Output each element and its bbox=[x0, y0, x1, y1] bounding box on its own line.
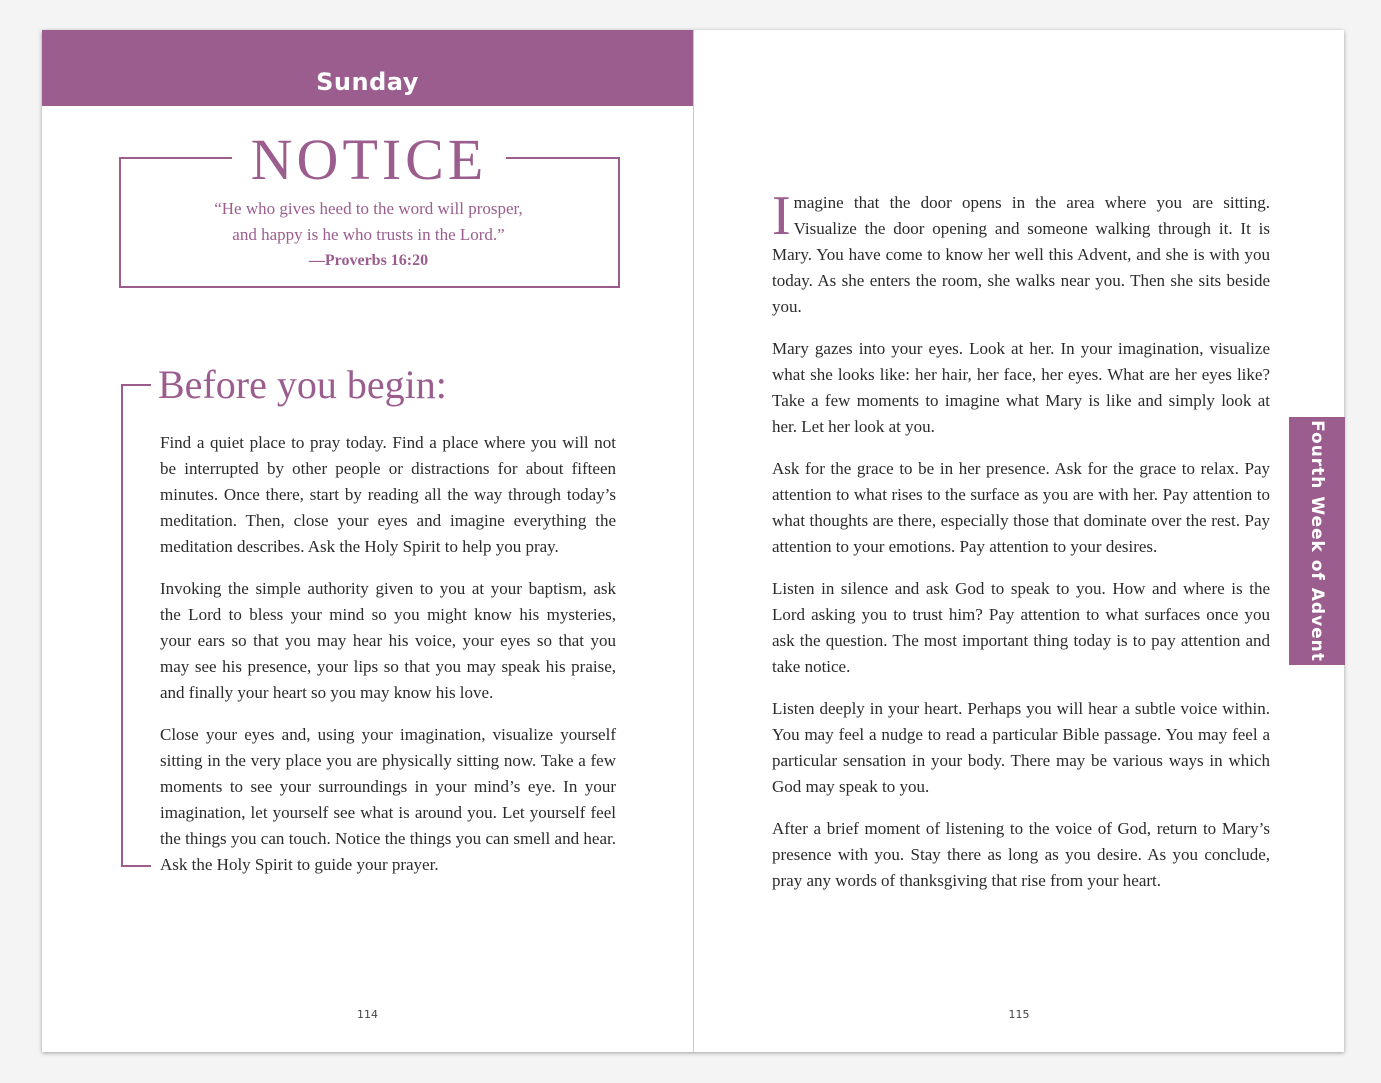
first-paragraph-text: magine that the door opens in the area where you are sitting. Visualize the door opening and someone walking through it. It is Mary. You have come to know her well this Advent, and she is with you today. As she enters the room, she walks near you. Then she sits beside you. bbox=[772, 193, 1270, 316]
notice-quote-line-2: and happy is he who trusts in the Lord.” bbox=[232, 225, 505, 244]
day-header-text: Sunday bbox=[316, 68, 419, 96]
paragraph: Find a quiet place to pray today. Find a place where you will not be interrupted by other people or distractions for about fifteen minutes. Once there, start by reading all the way through today’s meditation. Then, close your eyes and imagine everything the meditation describes. Ask the Holy Spirit to help you pray. bbox=[160, 433, 616, 556]
left-page bbox=[42, 30, 693, 1052]
paragraph: Listen in silence and ask God to speak to you. How and where is the Lord asking you to trust him? Pay attention to what surfaces once you ask the question. The most important thing today is to pay attention and take notice. bbox=[772, 579, 1270, 676]
drop-cap: I bbox=[772, 185, 791, 247]
notice-frame-top-right bbox=[506, 157, 618, 159]
book-spread bbox=[42, 30, 1344, 1052]
paragraph: Close your eyes and, using your imagination, visualize yourself sitting in the very place you are physically sitting now. Take a few moments to see your surroundings in your mind’s eye. In your imagination, let yourself see what is around you. Let yourself feel the things you can touch. Notice the things you can smell and hear. Ask the Holy Spirit to guide your prayer. bbox=[160, 725, 616, 874]
notice-quote bbox=[121, 196, 616, 248]
paragraph: Ask for the grace to be in her presence. Ask for the grace to relax. Pay attention to what rises to the surface as you are with her. Pay attention to what thoughts are there, especially those that dominate over the rest. Pay attention to your emotions. Pay attention to your desires. bbox=[772, 459, 1270, 556]
page-number: 115 bbox=[1008, 1008, 1030, 1021]
right-page bbox=[694, 30, 1344, 1052]
section-title: Before you begin: bbox=[158, 362, 447, 407]
notice-quote-line-1: “He who gives heed to the word will prosper, bbox=[214, 199, 523, 218]
paragraph: Invoking the simple authority given to you at your baptism, ask the Lord to bless your mind so you might know his mysteries, your ears so that you may hear his voice, your eyes so that you may see his presence, your lips so that you may speak his praise, and finally your heart so you may know his love. bbox=[160, 579, 616, 702]
page-number: 114 bbox=[357, 1008, 378, 1021]
notice-reference: —Proverbs 16:20 bbox=[308, 252, 429, 269]
chapter-side-tab bbox=[1289, 417, 1345, 665]
left-body-text bbox=[160, 430, 616, 894]
chapter-side-tab-label: Fourth Week of Advent bbox=[1307, 420, 1327, 662]
right-body-text bbox=[772, 185, 1270, 910]
section-bracket bbox=[121, 384, 123, 867]
paragraph: Mary gazes into your eyes. Look at her. In your imagination, visualize what she looks like: her hair, her face, her eyes. What are her eyes like? Take a few moments to imagine what Mary is like and simply look at her. Let her look at you. bbox=[772, 339, 1270, 436]
section-bracket-top bbox=[121, 384, 151, 386]
notice-title: NOTICE bbox=[250, 127, 488, 192]
day-header bbox=[42, 30, 693, 106]
notice-frame-top-left bbox=[119, 157, 232, 159]
section-bracket-bottom bbox=[121, 865, 151, 867]
paragraph bbox=[772, 185, 1270, 320]
paragraph: Listen deeply in your heart. Perhaps you will hear a subtle voice within. You may feel a nudge to read a particular Bible passage. You may feel a particular sensation in your body. There may be various ways in which God may speak to you. bbox=[772, 699, 1270, 796]
paragraph: After a brief moment of listening to the voice of God, return to Mary’s presence with you. Stay there as long as you desire. As you conclude, pray any words of thanksgiving that rise from your heart. bbox=[772, 819, 1270, 890]
